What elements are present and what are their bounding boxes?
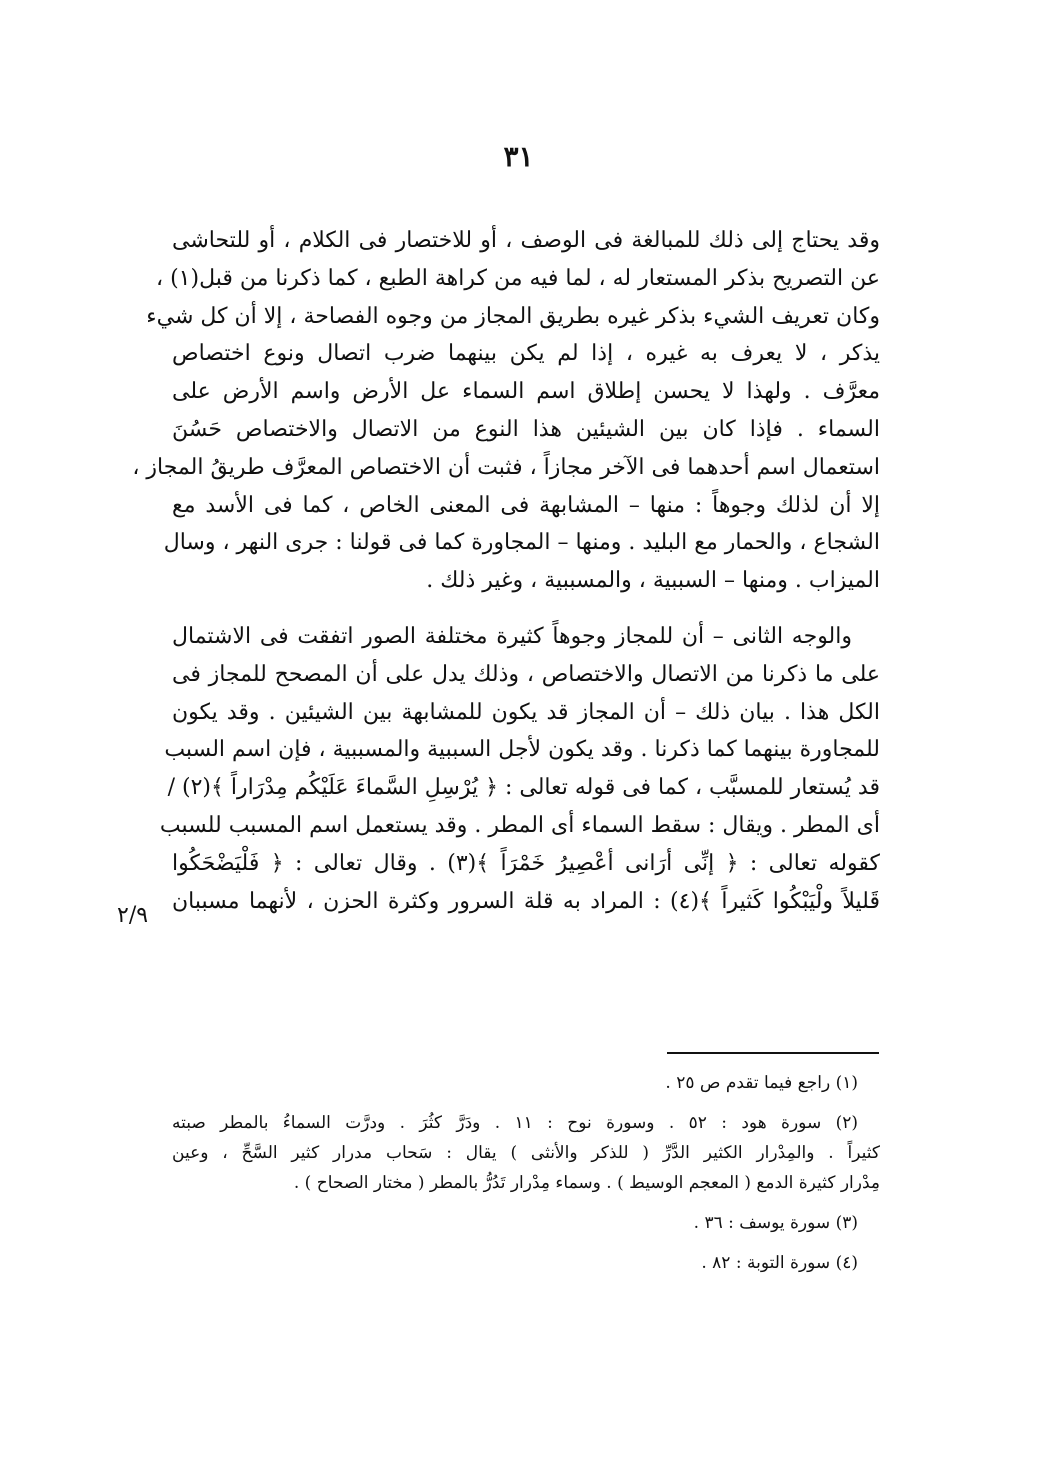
text-line: أى المطر . ويقال : سقط السماء أى المطر . وقد يستعمل اسم المسبب للسبب [159,812,880,838]
text-line: إلا أن لذلك وجوهاً : منها – المشابهة فى المعنى الخاص ، كما فى الأسد مع [172,492,880,518]
paragraph-1 [132,222,880,600]
text-line: السماء . فإذا كان بين الشيئين هذا النوع من الاتصال والاختصاص حَسُنَ [172,416,880,442]
text-line: الشجاع ، والحمار مع البليد . ومنها – المجاورة كما فى قولنا : جرى النهر ، وسال [163,530,880,556]
text-line: وكان تعريف الشيء بذكر غيره بطريق المجاز من وجوه الفصاحة ، إلا أن كل شيء [146,303,880,329]
text-line: معرَّف . ولهذا لا يحسن إطلاق اسم السماء عل الأرض واسم الأرض على [172,379,880,405]
text-line: قَليلاً ولْيَبْكُوا كَثيراً ﴾(٤) : المراد به قلة السرور وكثرة الحزن ، لأنهما مسببان [172,888,880,914]
footnote-line: كثيراً . والمِدْرار الكثير الدَّرِّ ( للذكر والأنثى ) يقال : سَحاب مدرار كثير السَّحِّ ، وعين [172,1143,880,1163]
text-line: استعمال اسم أحدهما فى الآخر مجازاً ، فثبت أن الاختصاص المعرَّف طريقُ المجاز ، [132,454,880,480]
text-line: والوجه الثانى – أن للمجاز وجوهاً كثيرة مختلفة الصور اتفقت فى الاشتمال [172,623,852,649]
main-body-text [132,222,880,920]
footnote-3: (٣) سورة يوسف : ٣٦ . [693,1213,858,1233]
footnote-separator-rule [667,1052,879,1054]
text-line: قد يُستعار للمسبَّب ، كما فى قوله تعالى : ﴿ يُرْسِلِ السَّماءَ عَلَيْكُم مِدْرَاراً ﴾(٢) / [167,775,880,801]
paragraph-2 [159,618,880,920]
footnote-line: مِدْرار كثيرة الدمع ( المعجم الوسيط ) . وسماء مِدْرار تَدُرُّ بالمطر ( مختار الصحاح ) . [293,1173,880,1193]
footnote-1: (١) راجع فيما تقدم ص ٢٥ . [665,1073,858,1093]
text-line: كقوله تعالى : ﴿ إنِّى أرَانى أعْصِيرُ خَمْرَاً ﴾(٣) . وقال تعالى : ﴿ فَلْيَضْحَكُوا [172,850,880,876]
footnotes-section [172,1068,880,1278]
footnote-4: (٤) سورة التوبة : ٨٢ . [701,1253,858,1273]
text-line: وقد يحتاج إلى ذلك للمبالغة فى الوصف ، أو للاختصار فى الكلام ، أو للتحاشى [172,228,880,253]
footnote-2 [172,1108,880,1198]
margin-reference-marker: ٢/٩ [117,903,149,928]
footnote-line: (٢) سورة هود : ٥٢ . وسورة نوح : ١١ . ودَرَّ كثُرَ . ودرَّت السماءُ بالمطر صبته [172,1113,858,1133]
text-line: الكل هذا . بيان ذلك – أن المجاز قد يكون للمشابهة بين الشيئين . وقد يكون [172,699,880,725]
text-line: يذكر ، لا يعرف به غيره ، إذا لم يكن بينهما ضرب اتصال ونوع اختصاص [172,341,880,367]
text-line: عن التصريح بذكر المستعار له ، لما فيه من كراهة الطبع ، كما ذكرنا من قبل(١) ، [155,265,880,291]
text-line: على ما ذكرنا من الاتصال والاختصاص ، وذلك يدل على أن المصحح للمجاز فى [172,661,880,687]
page-number: ٣١ [503,140,534,173]
text-line: الميزاب . ومنها – السببية ، والمسببية ، وغير ذلك . [426,568,880,594]
text-line: للمجاورة بينهما كما ذكرنا . وقد يكون لأجل السببية والمسببية ، فإن اسم السبب [164,737,880,763]
